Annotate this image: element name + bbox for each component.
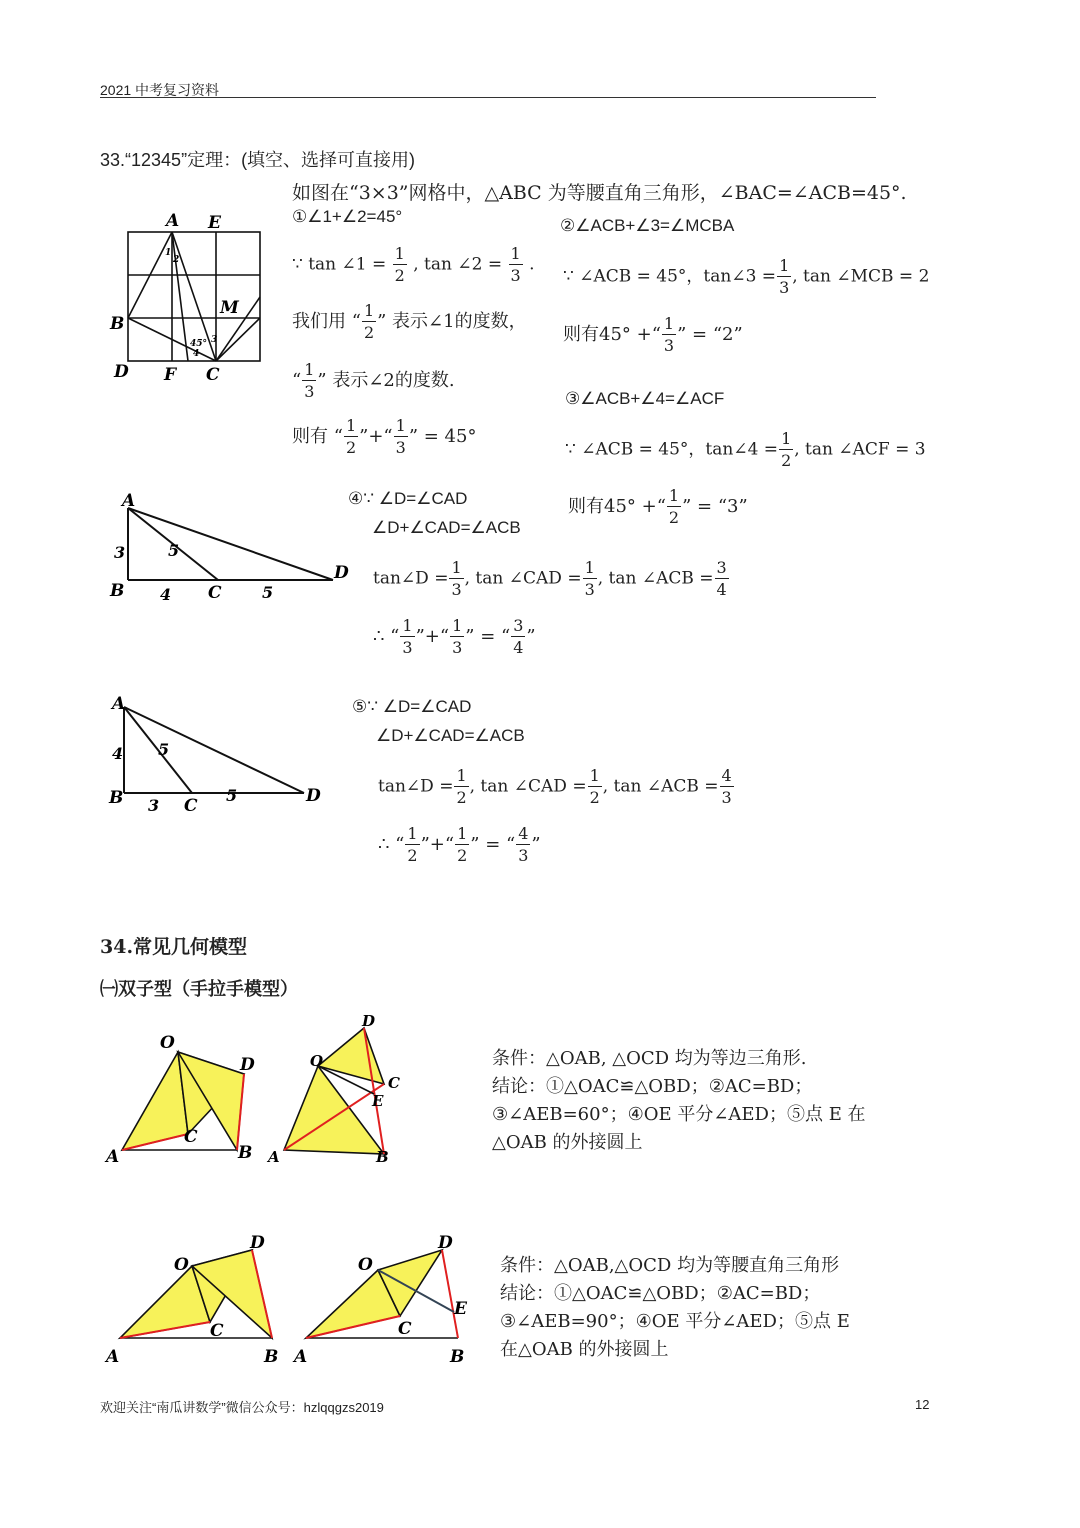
- case1-represent: “ $\frac{1}{3}$ ” 表示∠2的度数.: [292, 360, 455, 401]
- fig4-len-AB: 3: [114, 543, 126, 562]
- fig4-len-CD: 5: [262, 583, 274, 602]
- case2-title: ②∠ACB+∠3=∠MCBA: [560, 216, 735, 235]
- m2a-B: B: [264, 1347, 279, 1367]
- m2b-A: A: [294, 1347, 308, 1367]
- case3-result: 则有45° +“ $\frac{1}{2}$ ” = “3”: [568, 486, 748, 527]
- page-number: 12: [915, 1397, 930, 1412]
- fig5-D: D: [306, 786, 321, 806]
- case3-tan: ∵ ∠ACB = 45°，tan∠4 = $\frac{1}{2}$ , tan ∠ACF = 3: [565, 429, 926, 470]
- label-D: D: [114, 362, 129, 382]
- case4-tan: tan∠D = $\frac{1}{3}$ , tan ∠CAD = $\frac{1}{3}$ , tan ∠ACB = $\frac{3}{4}$: [373, 558, 727, 599]
- case1-result: 则有 “ $\frac{1}{2}$ ”+“ $\frac{1}{3}$ ” = 45°: [292, 416, 477, 457]
- label-45: 45°: [190, 339, 208, 349]
- footer-text: 欢迎关注“南瓜讲数学”微信公众号：hzlqqgzs2019: [100, 1400, 384, 1415]
- header-rule: [100, 97, 876, 98]
- model1-result-1: 结论：①△OAC≌△OBD；②AC=BD；: [492, 1076, 813, 1097]
- fig5-len-CD: 5: [226, 786, 238, 805]
- case3-title: ③∠ACB+∠4=∠ACF: [565, 389, 725, 408]
- section-34-title: 34.常见几何模型: [100, 936, 248, 958]
- section-34-subtitle: ㈠双子型（手拉手模型）: [100, 979, 298, 1000]
- fig5-B: B: [109, 788, 124, 808]
- m1a-D: D: [240, 1055, 255, 1075]
- model1-figure-a: [100, 1030, 270, 1165]
- fig4-len-AC: 5: [168, 541, 180, 560]
- model2-result-2: ③∠AEB=90°；④OE 平分∠AED；⑤点 E: [500, 1311, 850, 1332]
- m1b-A: A: [268, 1148, 280, 1166]
- fig5-C: C: [184, 796, 198, 816]
- m1b-O: O: [310, 1052, 324, 1070]
- m2a-A: A: [106, 1347, 120, 1367]
- grid-figure: [108, 210, 278, 385]
- case4-line1: ④∵ ∠D=∠CAD: [348, 489, 468, 508]
- case1-tan: ∵ tan ∠1 = $\frac{1}{2}$ , tan ∠2 = $\frac{1}{3}$ .: [292, 244, 535, 285]
- s33-intro: 如图在“3×3”网格中，△ABC 为等腰直角三角形，∠BAC=∠ACB=45°.: [292, 182, 907, 204]
- case4-line2: ∠D+∠CAD=∠ACB: [372, 518, 521, 537]
- m2a-O: O: [174, 1255, 189, 1275]
- label-E: E: [208, 213, 221, 233]
- model1-figure-b: [262, 1010, 412, 1170]
- m2a-C: C: [210, 1321, 224, 1341]
- case1-use: 我们用 “ $\frac{1}{2}$ ” 表示∠1的度数，: [292, 301, 527, 342]
- m1a-A: A: [106, 1147, 120, 1167]
- m2b-D: D: [438, 1233, 453, 1253]
- label-angle-2: 2: [173, 255, 180, 265]
- model2-result-1: 结论：①△OAC≌△OBD；②AC=BD；: [500, 1283, 821, 1304]
- label-M: M: [220, 298, 239, 318]
- case5-line1: ⑤∵ ∠D=∠CAD: [352, 697, 472, 716]
- m2b-E: E: [454, 1299, 467, 1319]
- model1-result-2: ③∠AEB=60°；④OE 平分∠AED；⑤点 E 在: [492, 1104, 866, 1125]
- m1a-O: O: [160, 1033, 175, 1053]
- fig5-len-AC: 5: [158, 740, 170, 759]
- fig5-len-BC: 3: [148, 796, 160, 815]
- m1b-E: E: [372, 1092, 384, 1110]
- model2-condition: 条件：△OAB,△OCD 均为等腰直角三角形: [500, 1255, 840, 1276]
- case1-title: ①∠1+∠2=45°: [292, 207, 403, 226]
- model1-condition: 条件：△OAB, △OCD 均为等边三角形.: [492, 1048, 807, 1069]
- label-A: A: [166, 211, 180, 231]
- model2-result-3: 在△OAB 的外接圆上: [500, 1339, 669, 1360]
- label-angle-4: 4: [193, 349, 200, 359]
- m2b-B: B: [450, 1347, 465, 1367]
- fig4-A: A: [122, 491, 136, 511]
- case5-tan: tan∠D = $\frac{1}{2}$ , tan ∠CAD = $\frac{1}{2}$ , tan ∠ACB = $\frac{4}{3}$: [378, 766, 732, 807]
- label-angle-1: 1: [165, 248, 172, 258]
- m2a-D: D: [250, 1233, 265, 1253]
- header-title: 2021 中考复习资料: [100, 82, 220, 98]
- case2-result: 则有45° +“ $\frac{1}{3}$ ” = “2”: [563, 314, 743, 355]
- label-B: B: [110, 314, 125, 334]
- fig4-len-BC: 4: [160, 585, 172, 604]
- model2-figure-b: [292, 1232, 482, 1372]
- m2b-O: O: [358, 1255, 373, 1275]
- case5-line2: ∠D+∠CAD=∠ACB: [376, 726, 525, 745]
- triangle-figure-5: [108, 695, 328, 815]
- model1-result-3: △OAB 的外接圆上: [492, 1132, 643, 1153]
- fig5-len-AB: 4: [112, 744, 124, 763]
- m1b-C: C: [388, 1074, 400, 1092]
- triangle-figure-4: [108, 490, 358, 605]
- case2-tan: ∵ ∠ACB = 45°，tan∠3 = $\frac{1}{3}$ , tan ∠MCB = 2: [563, 256, 930, 297]
- m1b-B: B: [376, 1148, 389, 1166]
- label-C: C: [206, 365, 220, 385]
- fig4-C: C: [208, 583, 222, 603]
- m1b-D: D: [362, 1012, 376, 1030]
- case5-result: ∴ “ $\frac{1}{2}$ ”+“ $\frac{1}{2}$ ” = “ $\frac{4}{3}$ ”: [378, 824, 541, 865]
- fig4-B: B: [110, 581, 125, 601]
- fig4-D: D: [334, 563, 349, 583]
- fig5-A: A: [112, 694, 126, 714]
- label-F: F: [164, 365, 177, 385]
- case4-result: ∴ “ $\frac{1}{3}$ ”+“ $\frac{1}{3}$ ” = “ $\frac{3}{4}$ ”: [373, 616, 536, 657]
- section-33-title: 33.“12345”定理：(填空、选择可直接用): [100, 150, 416, 170]
- m1a-C: C: [184, 1127, 198, 1147]
- label-angle-3: 3: [211, 335, 218, 345]
- m2b-C: C: [398, 1319, 412, 1339]
- model2-figure-a: [100, 1232, 290, 1372]
- m1a-B: B: [238, 1143, 253, 1163]
